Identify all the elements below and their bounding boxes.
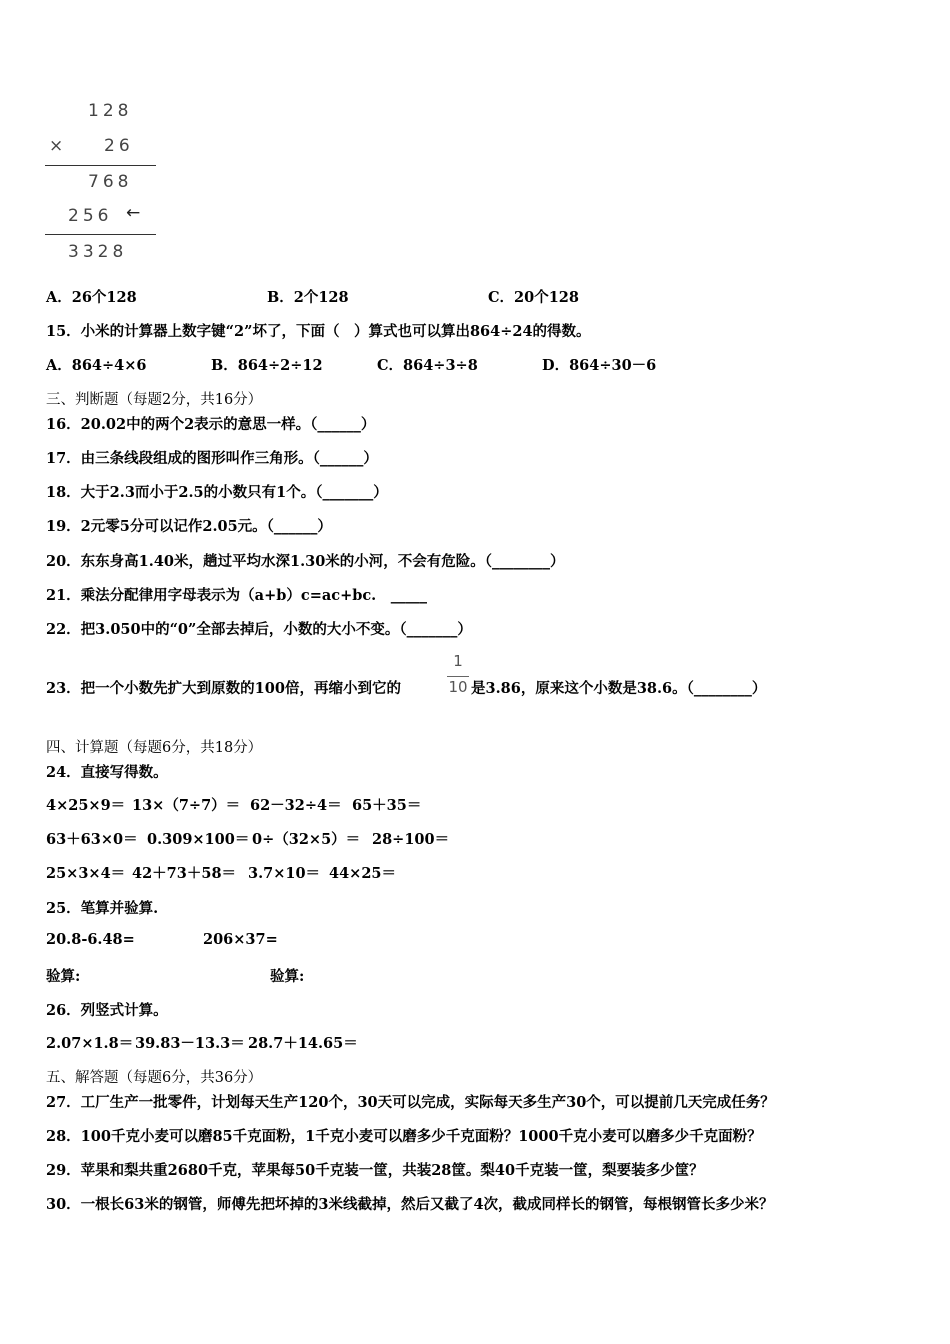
q15-option-a: A．864÷4×6 bbox=[46, 357, 147, 374]
multiplier: 26 bbox=[104, 136, 134, 156]
q23-fraction-denominator: 10 bbox=[448, 678, 468, 696]
q25-title: 25．笔算并验算. bbox=[46, 900, 159, 917]
q24-expr: 13×（7÷7）＝ bbox=[132, 797, 241, 814]
q24-expr: 4×25×9＝ bbox=[46, 797, 126, 814]
section5-heading: 五、解答题（每题6分，共36分） bbox=[46, 1070, 263, 1086]
q19: 19．2元零5分可以记作2.05元。（______） bbox=[46, 518, 332, 535]
q24-row-1 bbox=[46, 794, 421, 815]
section3-heading: 三、判断题（每题2分，共16分） bbox=[46, 392, 263, 408]
divider-line bbox=[45, 234, 156, 235]
q26-expr: 39.83－13.3＝ bbox=[135, 1035, 245, 1052]
q15-option-d: D．864÷30－6 bbox=[542, 357, 657, 374]
q29: 29．苹果和梨共重2680千克，苹果每50千克装一筐，共装28筐。梨40千克装一筐，梨要装多少筐？ bbox=[46, 1162, 704, 1179]
q14-option-a: A．26个128 bbox=[46, 289, 137, 306]
q21: 21．乘法分配律用字母表示为（a+b）c=ac+bc. _____ bbox=[46, 587, 427, 604]
q15-text: 15．小米的计算器上数字键“2”坏了，下面（ ）算式也可以算出864÷24的得数。 bbox=[46, 323, 591, 340]
q24-expr: 0÷（32×5）＝ bbox=[252, 831, 361, 848]
partial-product-1: 768 bbox=[88, 172, 133, 192]
q14-option-c: C．20个128 bbox=[488, 289, 579, 306]
q24-expr: 25×3×4＝ bbox=[46, 865, 126, 882]
q25-expr-2: 206×37= bbox=[203, 931, 278, 948]
q26-expr: 2.07×1.8＝ bbox=[46, 1035, 134, 1052]
times-sign: × bbox=[49, 136, 68, 156]
q28: 28．100千克小麦可以磨85千克面粉，1千克小麦可以磨多少千克面粉？1000千克小麦可以磨多少千克面粉？ bbox=[46, 1128, 762, 1145]
q15-option-b: B．864÷2÷12 bbox=[211, 357, 323, 374]
q25-check-2: 验算: bbox=[270, 968, 305, 985]
q16: 16．20.02中的两个2表示的意思一样。（______） bbox=[46, 416, 376, 433]
q24-row-3 bbox=[46, 862, 396, 883]
q15-option-c: C．864÷3÷8 bbox=[377, 357, 478, 374]
q24-row-2 bbox=[46, 828, 449, 849]
q25-expr-1: 20.8-6.48= bbox=[46, 931, 135, 948]
q26-title: 26．列竖式计算。 bbox=[46, 1002, 168, 1019]
section4-heading: 四、计算题（每题6分，共18分） bbox=[46, 740, 263, 756]
q23-fraction-numerator: 1 bbox=[453, 652, 463, 670]
q30: 30．一根长63米的钢管，师傅先把坏掉的3米线截掉，然后又截了4次，截成同样长的钢管，每根钢管长多少米？ bbox=[46, 1196, 774, 1213]
q24-expr: 62－32÷4＝ bbox=[250, 797, 342, 814]
fraction-bar bbox=[447, 676, 469, 677]
q17: 17．由三条线段组成的图形叫作三角形。（______） bbox=[46, 450, 378, 467]
q22: 22．把3.050中的“0”全部去掉后，小数的大小不变。（_______） bbox=[46, 621, 472, 638]
q23-before: 23．把一个小数先扩大到原数的100倍，再缩小到它的 bbox=[46, 680, 401, 697]
q27: 27．工厂生产一批零件，计划每天生产120个，30天可以完成，实际每天多生产30个，可以提前几天完成任务？ bbox=[46, 1094, 775, 1111]
product: 3328 bbox=[68, 242, 128, 262]
multiplicand: 128 bbox=[88, 101, 133, 121]
q24-expr: 28÷100＝ bbox=[372, 831, 450, 848]
q24-expr: 65＋35＝ bbox=[352, 797, 422, 814]
q24-expr: 44×25＝ bbox=[329, 865, 397, 882]
divider-line bbox=[45, 165, 156, 166]
q26-row bbox=[46, 1032, 358, 1053]
q24-title: 24．直接写得数。 bbox=[46, 764, 168, 781]
q20: 20．东东身高1.40米，趟过平均水深1.30米的小河，不会有危险。（________） bbox=[46, 553, 565, 570]
q23-after: 是3.86，原来这个小数是38.6。（________） bbox=[471, 680, 767, 697]
q25-check-1: 验算: bbox=[46, 968, 81, 985]
left-arrow-icon: ← bbox=[126, 203, 145, 223]
q24-expr: 0.309×100＝ bbox=[147, 831, 250, 848]
q24-expr: 3.7×10＝ bbox=[248, 865, 321, 882]
q24-expr: 63＋63×0＝ bbox=[46, 831, 138, 848]
q14-option-b: B．2个128 bbox=[267, 289, 349, 306]
q26-expr: 28.7＋14.65＝ bbox=[248, 1035, 358, 1052]
q18: 18．大于2.3而小于2.5的小数只有1个。（_______） bbox=[46, 484, 388, 501]
q24-expr: 42＋73＋58＝ bbox=[132, 865, 237, 882]
partial-product-2: 256 bbox=[68, 206, 113, 226]
